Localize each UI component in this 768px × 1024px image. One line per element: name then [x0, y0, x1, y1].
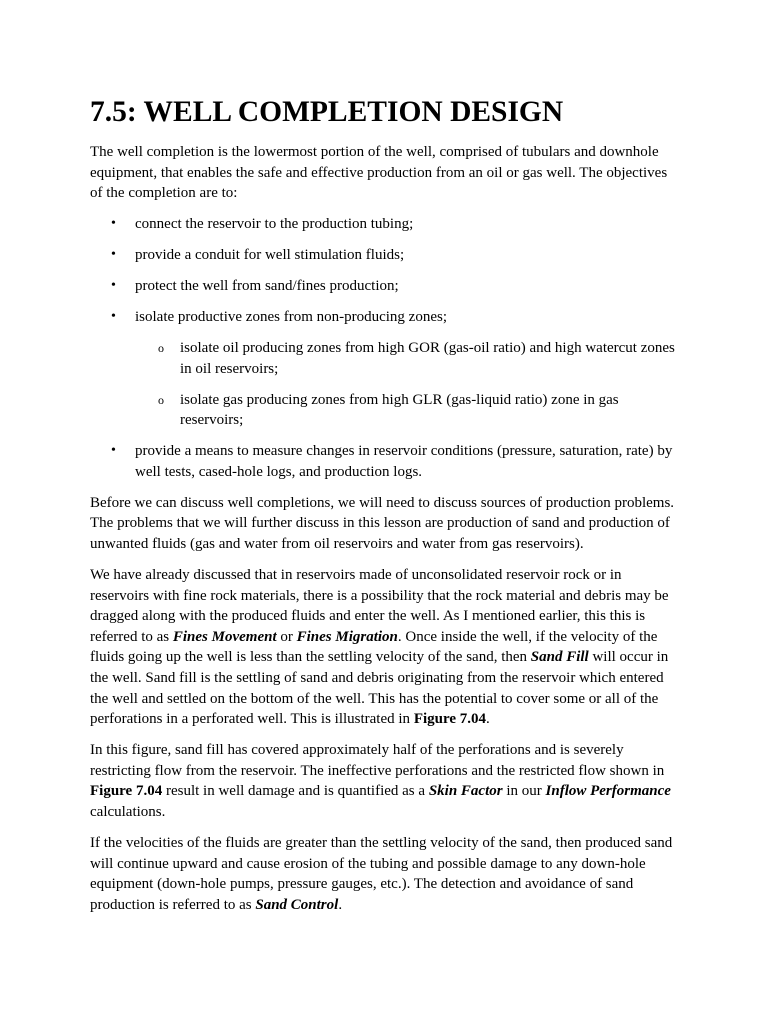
- bullet-icon: •: [111, 216, 116, 232]
- sub-list-item: o isolate gas producing zones from high GLR (gas-liquid ratio) zone in gas reservoirs;: [158, 391, 619, 429]
- term-sand-fill: Sand Fill: [530, 649, 589, 666]
- bullet-icon: •: [111, 278, 116, 294]
- term-skin-factor: Skin Factor: [428, 783, 503, 800]
- sub-list-item: o isolate oil producing zones from high GOR (gas-oil ratio) and high watercut zones in oil reservoirs;: [158, 340, 675, 377]
- paragraph-skin-factor: In this figure, sand fill has covered approximately half of the perforations and is severely restricting flow from the reservoir. The ineffective perforations and the restricted flow shown in Figure 7.04 result in well damage and is quantified as a Skin Factor in our Inflow Performance calculations.: [90, 742, 671, 820]
- term-inflow-performance: Inflow Performance: [545, 783, 671, 800]
- objectives-list: [90, 214, 682, 482]
- circle-bullet-icon: o: [158, 392, 164, 407]
- list-item: • connect the reservoir to the production tubing;: [90, 214, 682, 235]
- page-title: 7.5: WELL COMPLETION DESIGN: [90, 96, 564, 128]
- list-item: • provide a means to measure changes in reservoir conditions (pressure, saturation, rate) by well tests, cased-hole logs, and production logs.: [111, 443, 673, 480]
- figure-reference: Figure 7.04: [413, 711, 487, 728]
- term-fines-movement: Fines Movement: [172, 628, 277, 645]
- bullet-icon: •: [111, 309, 116, 325]
- term-fines-migration: Fines Migration: [296, 628, 398, 645]
- term-sand-control: Sand Control: [255, 896, 339, 913]
- list-item: • isolate productive zones from non-producing zones; o isolate oil producing zones from high GOR (gas-oil ratio) and high watercut zones in oil reservoirs; o isolate gas producing zones from high GLR (gas-liquid ratio) zone in gas reservoirs;: [90, 307, 682, 431]
- bullet-icon: •: [111, 443, 116, 459]
- figure-reference: Figure 7.04: [90, 783, 163, 800]
- paragraph-fines-migration: We have already discussed that in reservoirs made of unconsolidated reservoir rock or in reservoirs with fine rock materials, there is a possibility that the rock material and debris may be dragged along with the produced fluids and enter the well. As I mentioned earlier, this this is referred to as Fines Movement or Fines Migration. Once inside the well, if the velocity of the fluids going up the well is less than the settling velocity of the sand, then Sand Fill will occur in the well. Sand fill is the settling of sand and debris originating from the reservoir which entered the well and settled on the bottom of the well. This has the potential to cover some or all of the perforations in a perforated well. This is illustrated in Figure 7.04.: [90, 567, 669, 728]
- circle-bullet-icon: o: [158, 341, 164, 356]
- list-item: • provide a conduit for well stimulation fluids;: [90, 245, 682, 266]
- list-item: • protect the well from sand/fines production;: [90, 276, 682, 297]
- paragraph-production-problems: Before we can discuss well completions, we will need to discuss sources of production problems. The problems that we will further discuss in this lesson are production of sand and production of unwanted fluids (gas and water from oil reservoirs and water from gas reservoirs).: [90, 494, 675, 553]
- paragraph-sand-control: If the velocities of the fluids are greater than the settling velocity of the sand, then produced sand will continue upward and cause erosion of the tubing and possible damage to any down-hole equipment (down-hole pumps, pressure gauges, etc.). The detection and avoidance of sand production is referred to as Sand Control.: [90, 834, 673, 913]
- intro-paragraph: The well completion is the lowermost portion of the well, comprised of tubulars and downhole equipment, that enables the safe and effective production from an oil or gas well. The objectives of the completion are to:: [90, 144, 668, 202]
- bullet-icon: •: [111, 247, 116, 263]
- sub-list: [135, 338, 682, 431]
- document-body: [90, 95, 682, 926]
